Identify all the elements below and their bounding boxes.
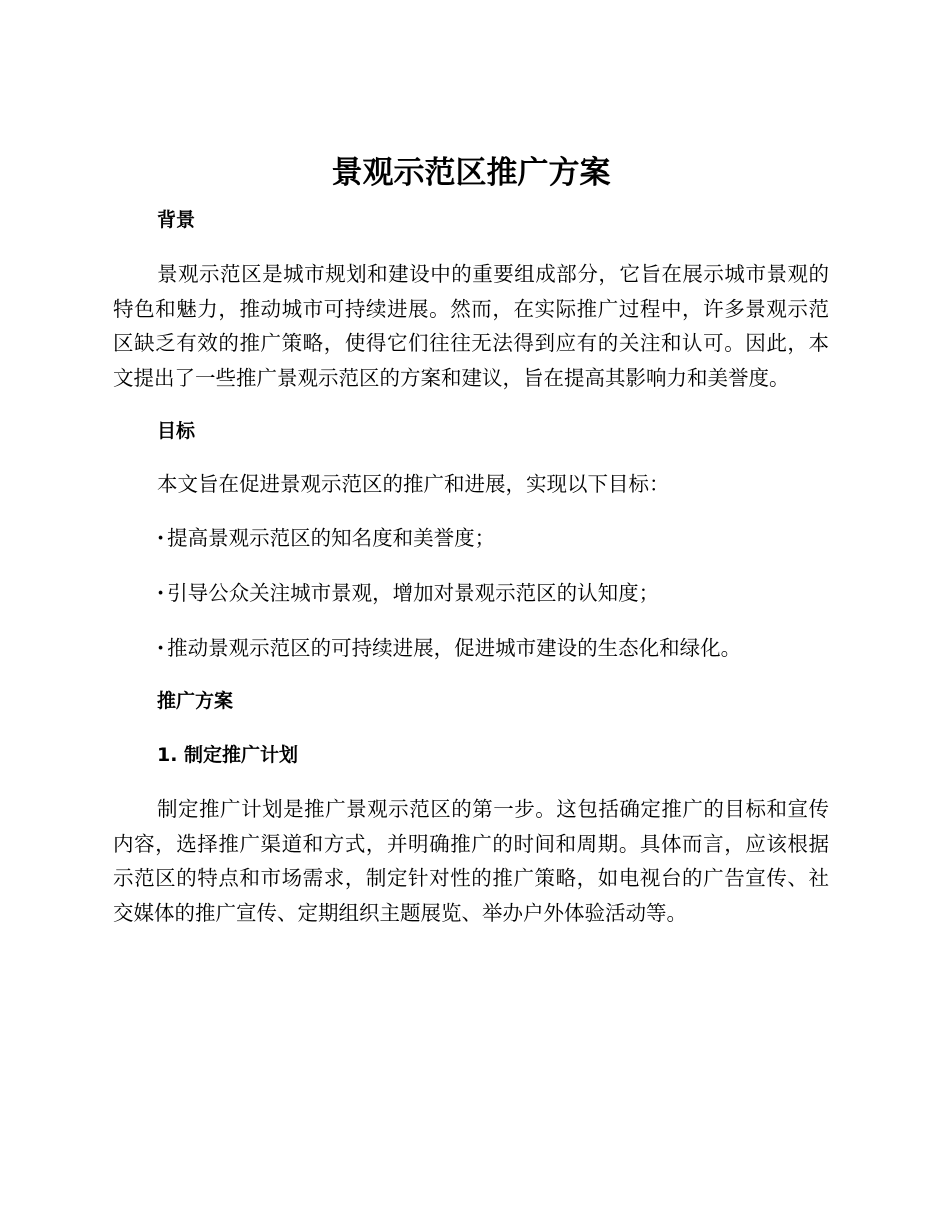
goal-item-2 [113, 576, 829, 610]
document-title: 景观示范区推广方案 [331, 155, 611, 191]
goal-item-3 [113, 631, 829, 665]
bullet-icon: · [157, 526, 165, 550]
goal-text: 提高景观示范区的知名度和美誉度； [167, 526, 496, 550]
section-heading-plan: 推广方案 [157, 690, 234, 712]
section-heading-background: 背景 [157, 209, 196, 231]
document-page [113, 150, 829, 930]
goal-text: 推动景观示范区的可持续进展，促进城市建设的生态化和绿化。 [167, 636, 742, 660]
section-heading-goals: 目标 [157, 420, 196, 442]
bullet-icon: · [157, 581, 165, 605]
subsection-heading-step1: 1. 制定推广计划 [157, 744, 299, 766]
goals-intro: 本文旨在促进景观示范区的推广和进展，实现以下目标： [157, 472, 670, 496]
goal-text: 引导公众关注城市景观，增加对景观示范区的认知度； [167, 581, 660, 605]
step1-paragraph: 制定推广计划是推广景观示范区的第一步。这包括确定推广的目标和宣传内容，选择推广渠道和方式，并明确推广的时间和周期。具体而言，应该根据示范区的特点和市场需求，制定针对性的推广策略，如电视台的广告宣传、社交媒体的推广宣传、定期组织主题展览、举办户外体验活动等。 [113, 797, 829, 925]
goal-item-1 [113, 521, 829, 555]
bullet-icon: · [157, 636, 165, 660]
background-paragraph: 景观示范区是城市规划和建设中的重要组成部分，它旨在展示城市景观的特色和魅力，推动城市可持续进展。然而，在实际推广过程中，许多景观示范区缺乏有效的推广策略，使得它们往往无法得到应有的关注和认可。因此，本文提出了一些推广景观示范区的方案和建议，旨在提高其影响力和美誉度。 [113, 262, 829, 390]
